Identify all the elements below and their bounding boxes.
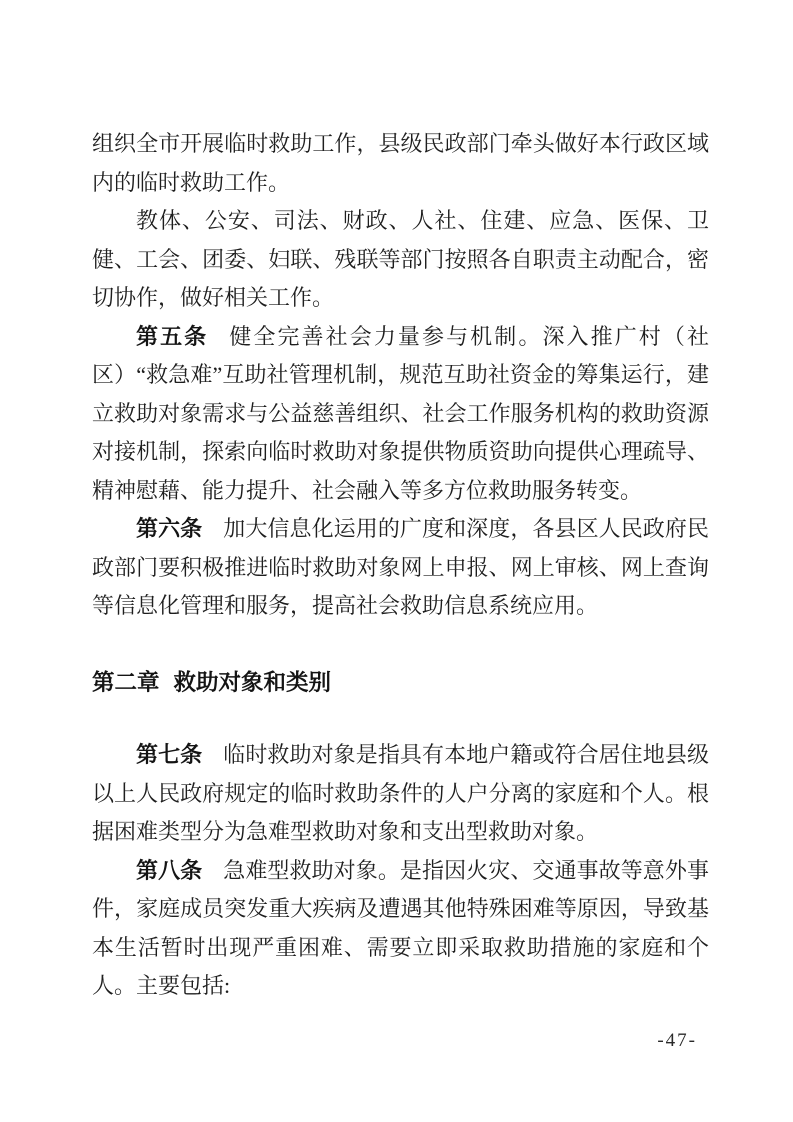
article-label: 第六条 (136, 516, 203, 541)
chapter-title: 救助对象和类别 (173, 669, 332, 695)
article-paragraph-6 (92, 510, 709, 626)
chapter-number: 第二章 (92, 669, 160, 695)
body-paragraph-continuation (92, 125, 709, 202)
article-label: 第七条 (136, 742, 203, 767)
article-paragraph-8 (92, 852, 709, 1006)
article-paragraph-5 (92, 318, 709, 511)
article-text: 急难型救助对象。是指因火灾、交通事故等意外事件，家庭成员突发重大疾病及遭遇其他特殊困难等原因，导致基本生活暂时出现严重困难、需要立即采取救助措施的家庭和个人。主要包括: (92, 857, 709, 998)
document-page (92, 125, 709, 1006)
body-paragraph-departments (92, 202, 709, 318)
article-paragraph-7 (92, 736, 709, 852)
page-number: -47- (657, 1030, 697, 1051)
article-text: 健全完善社会力量参与机制。深入推广村（社区）“救急难”互助社管理机制，规范互助社资金的筹集运行，建立救助对象需求与公益慈善组织、社会工作服务机构的救助资源对接机制，探索向临时救助对象提供物质资助向提供心理疏导、精神慰藉、能力提升、社会融入等多方位救助服务转变。 (92, 323, 709, 503)
paragraph-text: 教体、公安、司法、财政、人社、住建、应急、医保、卫健、工会、团委、妇联、残联等部门按照各自职责主动配合，密切协作，做好相关工作。 (92, 208, 709, 310)
article-text: 临时救助对象是指具有本地户籍或符合居住地县级以上人民政府规定的临时救助条件的人户分离的家庭和个人。根据困难类型分为急难型救助对象和支出型救助对象。 (92, 742, 709, 844)
article-label: 第五条 (136, 323, 209, 349)
chapter-heading (92, 664, 709, 703)
paragraph-text: 组织全市开展临时救助工作，县级民政部门牵头做好本行政区域内的临时救助工作。 (92, 131, 709, 195)
article-label: 第八条 (136, 857, 203, 883)
article-text: 加大信息化运用的广度和深度，各县区人民政府民政部门要积极推进临时救助对象网上申报、网上审核、网上查询等信息化管理和服务，提高社会救助信息系统应用。 (92, 516, 709, 618)
